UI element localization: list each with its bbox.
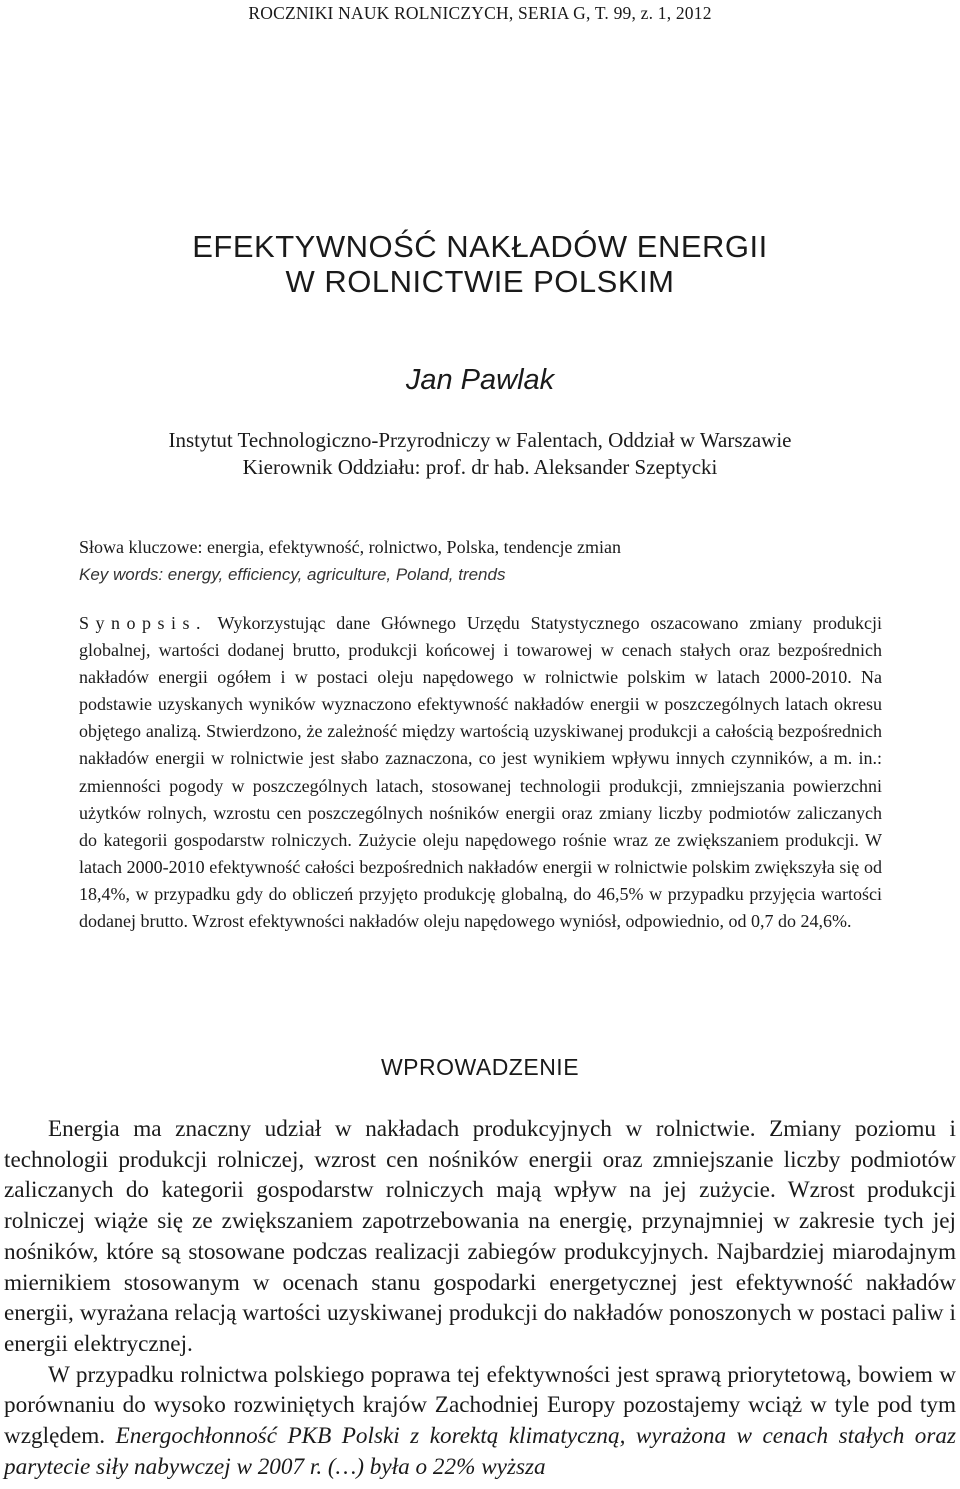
keywords-english: Key words: energy, efficiency, agriculture, Poland, trends bbox=[79, 565, 506, 584]
synopsis-text: Wykorzystując dane Głównego Urzędu Statystycznego oszacowano zmiany produkcji globalnej, wartości dodanej brutto, produkcji końcowej i towarowej w cenach stałych oraz bezpośrednich nakładów energii ogółem i w postaci oleju napędowego w rolnictwie polskim w latach 2000-2010. Na podstawie uzyskanych wyników wyznaczono efektywność nakładów energii w poszczególnych latach okresu objętego analizą. Stwierdzono, że zależność między wartością uzyskiwanej produkcji a całością bezpośrednich nakładów energii w rolnictwie jest słabo zaznaczona, co jest wynikiem wpływu innych czynników, a m. in.: zmienności pogody w poszczególnych latach, stosowanej technologii produkcji, zmniejszania powierzchni użytków rolnych, wzrostu cen poszczególnych nośników energii oraz zmiany liczby podmiotów zaliczanych do kategorii gospodarstw rolniczych. Zużycie oleju napędowego rośnie wraz ze zwiększaniem produkcji. W latach 2000-2010 efektywność całości bezpośrednich nakładów energii w rolnictwie polskim zwiększyła się od 18,4%, w przypadku gdy do obliczeń przyjęto produkcję globalną, do 46,5% w przypadku przyjęcia wartości dodanej brutto. Wzrost efektywności nakładów oleju napędowego wyniósł, odpowiednio, od 0,7 do 24,6%. bbox=[79, 613, 882, 932]
running-head: ROCZNIKI NAUK ROLNICZYCH, SERIA G, T. 99, z. 1, 2012 bbox=[248, 3, 712, 23]
section-heading-introduction: WPROWADZENIE bbox=[380, 1054, 580, 1080]
paper-title-line-1: EFEKTYWNOŚĆ NAKŁADÓW ENERGII bbox=[192, 229, 768, 264]
author-affiliation: Instytut Technologiczno-Przyrodniczy w Falentach, Oddział w Warszawie bbox=[168, 428, 792, 452]
introduction-body bbox=[4, 1114, 956, 1482]
keywords-polish: Słowa kluczowe: energia, efektywność, rolnictwo, Polska, tendencje zmian bbox=[79, 537, 622, 557]
author-name: Jan Pawlak bbox=[405, 364, 555, 396]
body-paragraph: Energia ma znaczny udział w nakładach produkcyjnych w rolnictwie. Zmiany poziomu i technologii produkcji rolniczej, wzrost cen nośników energii oraz zmniejszanie liczby podmiotów zaliczanych do kategorii gospodarstw rolniczych mają wpływ na jej zużycie. Wzrost produkcji rolniczej wiąże się ze zwiększaniem zapotrzebowania na energię, przynajmniej w zakresie tych jej nośników, które są stosowane podczas realizacji zabiegów produkcyjnych. Najbardziej miarodajnym miernikiem stosowanym w ocenach stanu gospodarki energetycznej jest efektywność nakładów energii, wyrażana relacją wartości uzyskiwanej produkcji do nakładów ponoszonych w postaci paliw i energii elektrycznej. bbox=[4, 1116, 956, 1357]
paper-title-line-2: W ROLNICTWIE POLSKIM bbox=[285, 264, 675, 299]
body-paragraph bbox=[4, 1360, 956, 1483]
synopsis-block bbox=[79, 610, 882, 935]
quoted-citation: Energochłonność PKB Polski z korektą klimatyczną, wyrażona w cenach stałych oraz parytecie siły nabywczej w 2007 r. (…) była o 22% wyższa bbox=[4, 1423, 957, 1480]
synopsis-label: Synopsis. bbox=[79, 613, 208, 633]
author-supervisor: Kierownik Oddziału: prof. dr hab. Aleksander Szeptycki bbox=[242, 455, 718, 479]
body-paragraph-text: W przypadku rolnictwa polskiego poprawa tej efektywności jest sprawą priorytetową, bowiem w porównaniu do wysoko rozwiniętych krajów Zachodniej Europy pozostajemy wciąż w tyle pod tym względem. bbox=[4, 1361, 956, 1450]
